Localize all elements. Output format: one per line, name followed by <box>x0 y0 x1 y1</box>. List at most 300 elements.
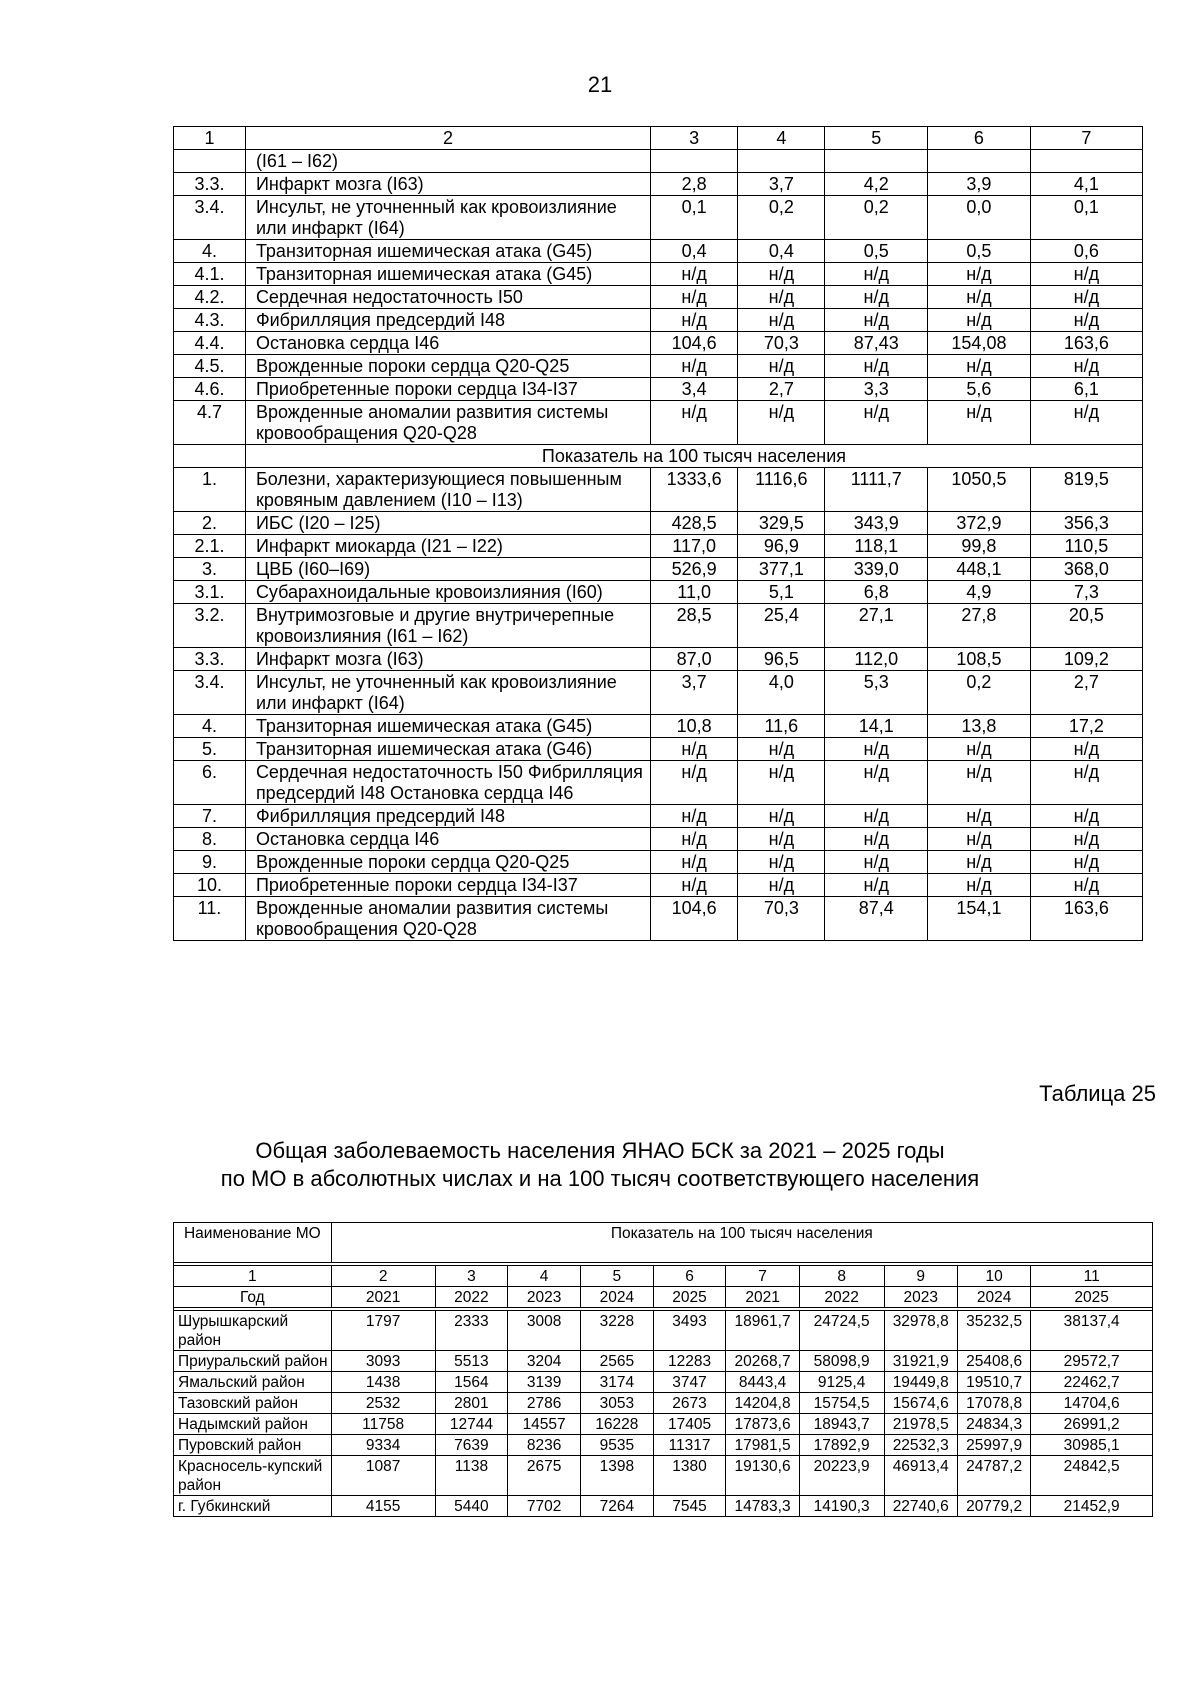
value-cell: 11,6 <box>738 715 825 738</box>
table-row <box>174 715 1143 738</box>
row-number-cell: 4.1. <box>174 263 246 286</box>
column-number-cell: 5 <box>580 1266 653 1287</box>
value-cell: н/д <box>928 286 1031 309</box>
value-cell: 3228 <box>580 1311 653 1351</box>
table-row <box>174 150 1143 173</box>
value-cell: 104,6 <box>651 332 738 355</box>
column-number-cell: 4 <box>738 127 825 150</box>
mo-name-cell: Ямальский район <box>174 1372 332 1393</box>
indicator-name-cell: Субарахноидальные кровоизлияния (I60) <box>245 581 650 604</box>
value-cell: н/д <box>825 263 928 286</box>
disease-table <box>173 126 1143 941</box>
value-cell: 21452,9 <box>1031 1496 1153 1517</box>
value-cell: 19510,7 <box>957 1372 1030 1393</box>
value-cell: 70,3 <box>738 332 825 355</box>
value-cell: н/д <box>651 874 738 897</box>
value-cell: 9535 <box>580 1435 653 1456</box>
value-cell: 819,5 <box>1030 468 1142 512</box>
value-cell: н/д <box>651 286 738 309</box>
value-cell: н/д <box>651 355 738 378</box>
mo-name-cell: Тазовский район <box>174 1393 332 1414</box>
table-row <box>174 512 1143 535</box>
table-row <box>174 828 1143 851</box>
value-cell: н/д <box>1030 263 1142 286</box>
indicator-name-cell: Врожденные аномалии развития системы кровообращения Q20-Q28 <box>245 401 650 445</box>
indicator-name-cell: (I61 – I62) <box>245 150 650 173</box>
value-cell: н/д <box>825 828 928 851</box>
value-cell: 17981,5 <box>726 1435 799 1456</box>
value-cell: н/д <box>1030 761 1142 805</box>
value-cell: н/д <box>651 263 738 286</box>
value-cell: 22740,6 <box>884 1496 957 1517</box>
value-cell: 3008 <box>508 1311 581 1351</box>
value-cell: 22462,7 <box>1031 1372 1153 1393</box>
row-number-cell: 11. <box>174 897 246 941</box>
value-cell: 17873,6 <box>726 1414 799 1435</box>
row-number-cell <box>174 150 246 173</box>
mo-name-cell: Шурышкарский район <box>174 1311 332 1351</box>
table-row <box>174 761 1143 805</box>
value-cell: 1138 <box>435 1456 508 1496</box>
value-cell: 18961,7 <box>726 1311 799 1351</box>
value-cell: н/д <box>738 805 825 828</box>
value-cell: 2675 <box>508 1456 581 1496</box>
row-number-cell: 2. <box>174 512 246 535</box>
value-cell: 13,8 <box>928 715 1031 738</box>
value-cell: 14557 <box>508 1414 581 1435</box>
value-cell: 3747 <box>653 1372 726 1393</box>
column-number-cell: 4 <box>508 1266 581 1287</box>
value-cell: 0,2 <box>738 196 825 240</box>
indicator-name-cell: Внутримозговые и другие внутричерепные кровоизлияния (I61 – I62) <box>245 604 650 648</box>
value-cell: 20223,9 <box>799 1456 884 1496</box>
value-cell: 15674,6 <box>884 1393 957 1414</box>
value-cell: н/д <box>1030 355 1142 378</box>
value-cell: 2,8 <box>651 173 738 196</box>
value-cell: 46913,4 <box>884 1456 957 1496</box>
value-cell: 8236 <box>508 1435 581 1456</box>
value-cell: 7264 <box>580 1496 653 1517</box>
row-number-cell: 4.7 <box>174 401 246 445</box>
value-cell: н/д <box>928 355 1031 378</box>
value-cell: 24842,5 <box>1031 1456 1153 1496</box>
value-cell: 3,4 <box>651 378 738 401</box>
value-cell: 1116,6 <box>738 468 825 512</box>
value-cell: н/д <box>825 355 928 378</box>
value-cell: 27,8 <box>928 604 1031 648</box>
column-number-cell: 2 <box>245 127 650 150</box>
value-cell: 112,0 <box>825 648 928 671</box>
value-cell: 5440 <box>435 1496 508 1517</box>
value-cell: н/д <box>825 401 928 445</box>
row-number-cell: 4.4. <box>174 332 246 355</box>
value-cell: 25997,9 <box>957 1435 1030 1456</box>
value-cell: н/д <box>928 263 1031 286</box>
column-number-cell: 10 <box>957 1266 1030 1287</box>
row-number-cell: 1. <box>174 468 246 512</box>
value-cell: 17892,9 <box>799 1435 884 1456</box>
value-cell: н/д <box>825 805 928 828</box>
mo-name-cell: г. Губкинский <box>174 1496 332 1517</box>
value-cell: н/д <box>1030 805 1142 828</box>
indicator-name-cell: Инфаркт миокарда (I21 – I22) <box>245 535 650 558</box>
value-cell: н/д <box>651 761 738 805</box>
value-cell: 99,8 <box>928 535 1031 558</box>
table-row <box>174 263 1143 286</box>
value-cell: 26991,2 <box>1031 1414 1153 1435</box>
year-cell: 2023 <box>508 1287 581 1308</box>
year-cell: 2022 <box>799 1287 884 1308</box>
value-cell: 1111,7 <box>825 468 928 512</box>
value-cell: 1087 <box>331 1456 435 1496</box>
column-number-cell: 6 <box>928 127 1031 150</box>
value-cell: 3053 <box>580 1393 653 1414</box>
column-number-cell: 1 <box>174 127 246 150</box>
mo-row <box>174 1311 1153 1351</box>
year-cell: 2024 <box>957 1287 1030 1308</box>
value-cell: н/д <box>1030 401 1142 445</box>
value-cell: 3,7 <box>651 671 738 715</box>
value-cell: 0,1 <box>1030 196 1142 240</box>
indicator-name-cell: Врожденные аномалии развития системы кровообращения Q20-Q28 <box>245 897 650 941</box>
value-cell: н/д <box>928 851 1031 874</box>
table-row <box>174 286 1143 309</box>
value-cell: 2,7 <box>738 378 825 401</box>
table-row <box>174 851 1143 874</box>
table-row <box>174 648 1143 671</box>
value-cell: 24724,5 <box>799 1311 884 1351</box>
value-cell: 2532 <box>331 1393 435 1414</box>
table-row <box>174 535 1143 558</box>
indicator-name-cell: Инсульт, не уточненный как кровоизлияние или инфаркт (I64) <box>245 671 650 715</box>
value-cell: 1564 <box>435 1372 508 1393</box>
value-cell: 0,0 <box>928 196 1031 240</box>
value-cell: 0,4 <box>651 240 738 263</box>
column-number-cell: 3 <box>435 1266 508 1287</box>
indicator-name-cell: ИБС (I20 – I25) <box>245 512 650 535</box>
value-cell: 27,1 <box>825 604 928 648</box>
value-cell: н/д <box>651 738 738 761</box>
value-cell: н/д <box>928 874 1031 897</box>
value-cell: 11,0 <box>651 581 738 604</box>
year-row <box>174 1287 1153 1308</box>
value-cell: 25,4 <box>738 604 825 648</box>
value-cell: 87,43 <box>825 332 928 355</box>
value-cell: 5,1 <box>738 581 825 604</box>
mo-name-cell: Приуральский район <box>174 1351 332 1372</box>
table-row <box>174 604 1143 648</box>
column-number-cell: 9 <box>884 1266 957 1287</box>
value-cell: 24787,2 <box>957 1456 1030 1496</box>
value-cell: 21978,5 <box>884 1414 957 1435</box>
indicator-name-cell: Приобретенные пороки сердца I34-I37 <box>245 874 650 897</box>
value-cell: 4,9 <box>928 581 1031 604</box>
value-cell: 9125,4 <box>799 1372 884 1393</box>
table-row <box>174 309 1143 332</box>
value-cell: 22532,3 <box>884 1435 957 1456</box>
value-cell: 0,1 <box>651 196 738 240</box>
value-cell: 6,8 <box>825 581 928 604</box>
table-row <box>174 581 1143 604</box>
indicator-name-cell: Инфаркт мозга (I63) <box>245 173 650 196</box>
value-cell: н/д <box>738 263 825 286</box>
value-cell: 38137,4 <box>1031 1311 1153 1351</box>
row-number-cell: 5. <box>174 738 246 761</box>
value-cell: 2786 <box>508 1393 581 1414</box>
column-number-cell: 1 <box>174 1266 332 1287</box>
value-cell: 3174 <box>580 1372 653 1393</box>
value-cell: 5513 <box>435 1351 508 1372</box>
value-cell: 0,5 <box>825 240 928 263</box>
value-cell: 2333 <box>435 1311 508 1351</box>
row-number-cell: 6. <box>174 761 246 805</box>
value-cell: 20779,2 <box>957 1496 1030 1517</box>
value-cell: 3139 <box>508 1372 581 1393</box>
row-number-cell: 8. <box>174 828 246 851</box>
mo-header-cell: Наименование МО <box>174 1223 332 1263</box>
value-cell: 2673 <box>653 1393 726 1414</box>
value-cell: 19130,6 <box>726 1456 799 1496</box>
value-cell: 163,6 <box>1030 897 1142 941</box>
indicator-name-cell: Транзиторная ишемическая атака (G45) <box>245 715 650 738</box>
value-cell: 7,3 <box>1030 581 1142 604</box>
value-cell <box>825 150 928 173</box>
indicator-name-cell: Сердечная недостаточность I50 <box>245 286 650 309</box>
value-cell: 0,6 <box>1030 240 1142 263</box>
value-cell: н/д <box>825 309 928 332</box>
row-number-cell: 3.2. <box>174 604 246 648</box>
value-cell: 10,8 <box>651 715 738 738</box>
value-cell: 0,5 <box>928 240 1031 263</box>
value-cell: 1398 <box>580 1456 653 1496</box>
section-header-row <box>174 445 1143 468</box>
value-cell: н/д <box>651 805 738 828</box>
indicator-name-cell: Врожденные пороки сердца Q20-Q25 <box>245 851 650 874</box>
table-row <box>174 196 1143 240</box>
mo-name-cell: Пуровский район <box>174 1435 332 1456</box>
column-number-cell: 3 <box>651 127 738 150</box>
value-cell: 70,3 <box>738 897 825 941</box>
value-cell: 87,0 <box>651 648 738 671</box>
value-cell <box>1030 150 1142 173</box>
value-cell: н/д <box>1030 851 1142 874</box>
value-cell: н/д <box>928 761 1031 805</box>
table-header-row <box>174 127 1143 150</box>
table-title-line-2: по МО в абсолютных числах и на 100 тысяч соответствующего населения <box>220 1166 980 1191</box>
value-cell: 372,9 <box>928 512 1031 535</box>
value-cell: 329,5 <box>738 512 825 535</box>
mo-row <box>174 1414 1153 1435</box>
value-cell: 32978,8 <box>884 1311 957 1351</box>
indicator-name-cell: Транзиторная ишемическая атака (G45) <box>245 263 650 286</box>
table-row <box>174 378 1143 401</box>
row-number-cell: 4. <box>174 715 246 738</box>
value-cell: н/д <box>738 355 825 378</box>
indicator-name-cell: Фибрилляция предсердий I48 <box>245 309 650 332</box>
page-number: 21 <box>587 72 613 97</box>
value-cell: 377,1 <box>738 558 825 581</box>
value-cell: 104,6 <box>651 897 738 941</box>
value-cell: 8443,4 <box>726 1372 799 1393</box>
value-cell: 4,0 <box>738 671 825 715</box>
value-cell: 3204 <box>508 1351 581 1372</box>
row-number-cell: 4. <box>174 240 246 263</box>
value-cell: н/д <box>928 401 1031 445</box>
value-cell: 25408,6 <box>957 1351 1030 1372</box>
column-number-cell: 11 <box>1031 1266 1153 1287</box>
value-cell: 4,2 <box>825 173 928 196</box>
indicator-name-cell: Приобретенные пороки сердца I34-I37 <box>245 378 650 401</box>
value-cell: 3,3 <box>825 378 928 401</box>
mo-row <box>174 1496 1153 1517</box>
value-cell: 5,6 <box>928 378 1031 401</box>
value-cell: 343,9 <box>825 512 928 535</box>
value-cell: 96,9 <box>738 535 825 558</box>
value-cell: 2801 <box>435 1393 508 1414</box>
value-cell: 163,6 <box>1030 332 1142 355</box>
value-cell: 87,4 <box>825 897 928 941</box>
value-cell: 16228 <box>580 1414 653 1435</box>
table-row <box>174 805 1143 828</box>
value-cell: 17,2 <box>1030 715 1142 738</box>
value-cell: 0,4 <box>738 240 825 263</box>
value-cell: н/д <box>738 309 825 332</box>
value-cell: 0,2 <box>825 196 928 240</box>
value-cell: н/д <box>928 828 1031 851</box>
value-cell: 17078,8 <box>957 1393 1030 1414</box>
mo-incidence-table <box>173 1222 1153 1517</box>
row-number-cell: 9. <box>174 851 246 874</box>
value-cell: н/д <box>825 851 928 874</box>
value-cell: 118,1 <box>825 535 928 558</box>
value-cell: н/д <box>1030 286 1142 309</box>
value-cell: н/д <box>825 738 928 761</box>
value-cell: 356,3 <box>1030 512 1142 535</box>
value-cell: 448,1 <box>928 558 1031 581</box>
value-cell: 1797 <box>331 1311 435 1351</box>
value-cell: н/д <box>928 309 1031 332</box>
value-cell: 1333,6 <box>651 468 738 512</box>
value-cell: 4,1 <box>1030 173 1142 196</box>
value-cell: 428,5 <box>651 512 738 535</box>
row-number-cell: 4.3. <box>174 309 246 332</box>
value-cell: 14,1 <box>825 715 928 738</box>
table-row <box>174 558 1143 581</box>
value-cell: 3093 <box>331 1351 435 1372</box>
table-title-line-1: Общая заболеваемость населения ЯНАО БСК за 2021 – 2025 годы <box>255 1138 945 1163</box>
mo-row <box>174 1372 1153 1393</box>
year-cell: 2023 <box>884 1287 957 1308</box>
mo-row <box>174 1351 1153 1372</box>
header-row <box>174 1223 1153 1263</box>
value-cell: 17405 <box>653 1414 726 1435</box>
value-cell: 1438 <box>331 1372 435 1393</box>
value-cell: 9334 <box>331 1435 435 1456</box>
mo-row <box>174 1456 1153 1496</box>
indicator-header-cell: Показатель на 100 тысяч населения <box>331 1223 1152 1263</box>
value-cell: н/д <box>651 309 738 332</box>
indicator-name-cell: Болезни, характеризующиеся повышенным кровяным давлением (I10 – I13) <box>245 468 650 512</box>
section-title-cell: Показатель на 100 тысяч населения <box>245 445 1142 468</box>
year-cell: 2021 <box>331 1287 435 1308</box>
row-number-cell: 4.5. <box>174 355 246 378</box>
value-cell: 20,5 <box>1030 604 1142 648</box>
value-cell: 154,08 <box>928 332 1031 355</box>
value-cell: 368,0 <box>1030 558 1142 581</box>
row-number-cell: 3.4. <box>174 196 246 240</box>
indicator-name-cell: ЦВБ (I60–I69) <box>245 558 650 581</box>
table-row <box>174 671 1143 715</box>
value-cell: 11317 <box>653 1435 726 1456</box>
value-cell: 35232,5 <box>957 1311 1030 1351</box>
indicator-name-cell: Врожденные пороки сердца Q20-Q25 <box>245 355 650 378</box>
value-cell: 14190,3 <box>799 1496 884 1517</box>
value-cell: 12744 <box>435 1414 508 1435</box>
mo-name-cell: Красносель-купский район <box>174 1456 332 1496</box>
value-cell: 154,1 <box>928 897 1031 941</box>
value-cell: н/д <box>651 828 738 851</box>
value-cell: 110,5 <box>1030 535 1142 558</box>
value-cell: 15754,5 <box>799 1393 884 1414</box>
value-cell: 109,2 <box>1030 648 1142 671</box>
value-cell: н/д <box>738 761 825 805</box>
row-number-cell: 4.2. <box>174 286 246 309</box>
table-row <box>174 173 1143 196</box>
value-cell: н/д <box>825 286 928 309</box>
value-cell: 3,9 <box>928 173 1031 196</box>
row-number-cell: 3.1. <box>174 581 246 604</box>
table-row <box>174 401 1143 445</box>
value-cell <box>738 150 825 173</box>
column-number-cell: 6 <box>653 1266 726 1287</box>
value-cell: н/д <box>738 851 825 874</box>
row-number-cell: 7. <box>174 805 246 828</box>
value-cell: 20268,7 <box>726 1351 799 1372</box>
value-cell: 24834,3 <box>957 1414 1030 1435</box>
value-cell: 29572,7 <box>1031 1351 1153 1372</box>
value-cell: н/д <box>651 401 738 445</box>
table-row <box>174 240 1143 263</box>
year-cell: 2025 <box>1031 1287 1153 1308</box>
table-row <box>174 738 1143 761</box>
value-cell: н/д <box>1030 738 1142 761</box>
table-row <box>174 468 1143 512</box>
table-row <box>174 897 1143 941</box>
row-number-cell: 10. <box>174 874 246 897</box>
value-cell: н/д <box>738 738 825 761</box>
value-cell: 117,0 <box>651 535 738 558</box>
indicator-name-cell: Инсульт, не уточненный как кровоизлияние или инфаркт (I64) <box>245 196 650 240</box>
value-cell: н/д <box>1030 309 1142 332</box>
value-cell: 11758 <box>331 1414 435 1435</box>
indicator-name-cell: Транзиторная ишемическая атака (G45) <box>245 240 650 263</box>
value-cell: 1050,5 <box>928 468 1031 512</box>
value-cell: н/д <box>825 874 928 897</box>
indicator-name-cell: Остановка сердца I46 <box>245 828 650 851</box>
value-cell: 526,9 <box>651 558 738 581</box>
table-row <box>174 355 1143 378</box>
value-cell: 19449,8 <box>884 1372 957 1393</box>
row-number-cell: 3.3. <box>174 173 246 196</box>
table-row <box>174 332 1143 355</box>
value-cell: 12283 <box>653 1351 726 1372</box>
year-cell: 2025 <box>653 1287 726 1308</box>
value-cell: 4155 <box>331 1496 435 1517</box>
value-cell: 18943,7 <box>799 1414 884 1435</box>
value-cell: 2565 <box>580 1351 653 1372</box>
value-cell: н/д <box>825 761 928 805</box>
value-cell: 30985,1 <box>1031 1435 1153 1456</box>
